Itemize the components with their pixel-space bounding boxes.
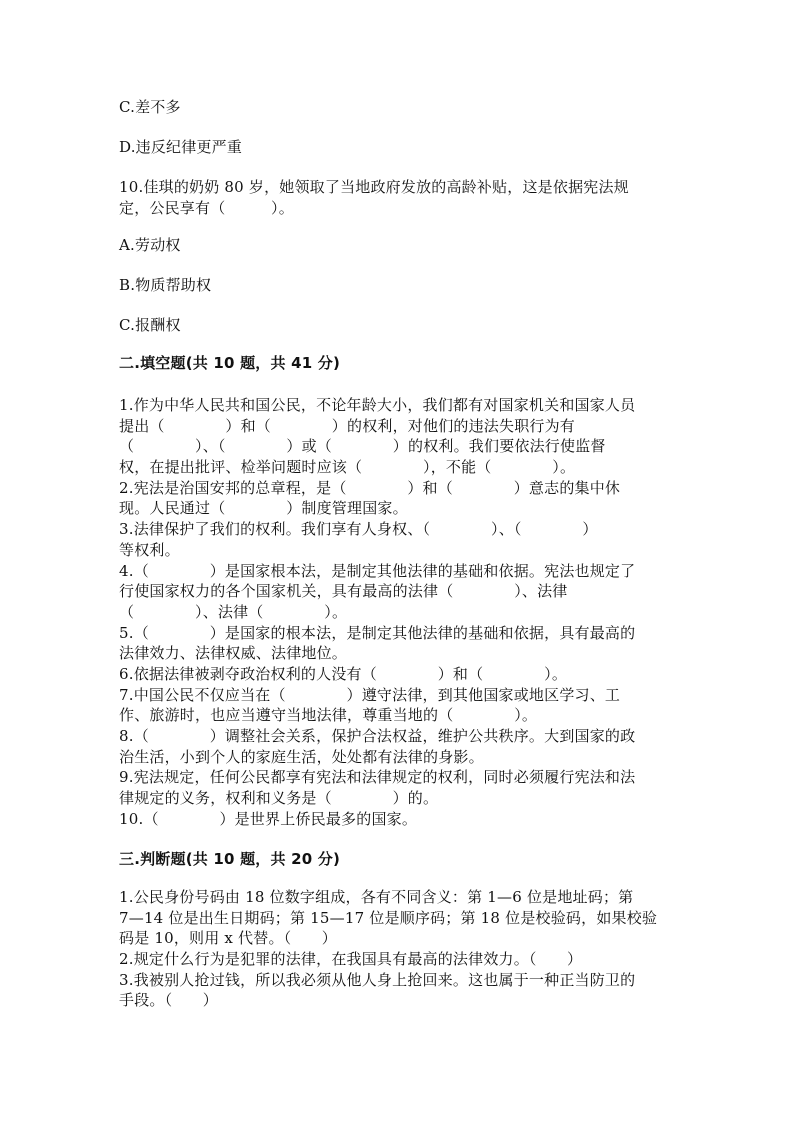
section-heading-true-false: 三.判断题(共 10 题，共 20 分) [119,850,341,868]
fill-in-line: 法律效力、法律权威、法律地位。 [119,644,348,662]
fill-in-line: 1.作为中华人民共和国公民，不论年龄大小，我们都有对国家机关和国家人员 [119,396,636,414]
fill-in-line: 8.（ ）调整社会关系，保护合法权益，维护公共秩序。大到国家的政 [119,727,636,745]
true-false-line: 2.规定什么行为是犯罪的法律，在我国具有最高的法律效力。（ ） [119,950,583,968]
fill-in-line: 律规定的义务，权利和义务是（ ）的。 [119,789,439,807]
fill-in-line: 2.宪法是治国安邦的总章程，是（ ）和（ ）意志的集中休 [119,479,621,497]
fill-in-line: 5.（ ）是国家的根本法，是制定其他法律的基础和依据，具有最高的 [119,624,636,642]
fill-in-line: 4.（ ）是国家根本法，是制定其他法律的基础和依据。宪法也规定了 [119,562,636,580]
option-d-previous: D.违反纪律更严重 [119,138,243,156]
fill-in-line: 3.法律保护了我们的权利。我们享有人身权、（ ）、（ ） [119,520,598,538]
question-10-stem-line-2: 定，公民享有（ ）。 [119,199,294,217]
fill-in-line: （ ）、（ ）或（ ）的权利。我们要依法行使监督 [119,437,606,455]
fill-in-line: 7.中国公民不仅应当在（ ）遵守法律，到其他国家或地区学习、工 [119,686,621,704]
fill-in-line: 作、旅游时，也应当遵守当地法律，尊重当地的（ ）。 [119,706,538,724]
true-false-line: 手段。（ ） [119,991,218,1009]
fill-in-line: 提出（ ）和（ ）的权利，对他们的违法失职行为有 [119,417,576,435]
true-false-line: 7—14 位是出生日期码；第 15—17 位是顺序码；第 18 位是校验码，如果校验 [119,909,658,927]
fill-in-line: 10.（ ）是世界上侨民最多的国家。 [119,810,418,828]
true-false-line: 码是 10，则用 x 代替。（ ） [119,929,337,947]
fill-in-line: 9.宪法规定，任何公民都享有宪法和法律规定的权利，同时必须履行宪法和法 [119,768,636,786]
question-10-option-a: A.劳动权 [119,236,181,254]
question-10-stem-line-1: 10.佳琪的奶奶 80 岁，她领取了当地政府发放的高龄补贴，这是依据宪法规 [119,178,629,196]
true-false-line: 1.公民身份号码由 18 位数字组成，各有不同含义：第 1—6 位是地址码；第 [119,888,634,906]
fill-in-line: （ ）、法律（ ）。 [119,603,348,621]
fill-in-line: 治生活，小到个人的家庭生活，处处都有法律的身影。 [119,748,484,766]
fill-in-line: 6.依据法律被剥夺政治权利的人没有（ ）和（ ）。 [119,665,568,683]
fill-in-line: 行使国家权力的各个国家机关，具有最高的法律（ ）、法律 [119,582,568,600]
question-10-option-b: B.物质帮助权 [119,276,212,294]
fill-in-line: 现。人民通过（ ）制度管理国家。 [119,499,408,517]
fill-in-line: 权，在提出批评、检举问题时应该（ ），不能（ ）。 [119,458,576,476]
true-false-line: 3.我被别人抢过钱，所以我必须从他人身上抢回来。这也属于一种正当防卫的 [119,971,636,989]
option-c-previous: C.差不多 [119,98,181,116]
fill-in-line: 等权利。 [119,541,180,559]
question-10-option-c: C.报酬权 [119,316,181,334]
section-heading-fill-in: 二.填空题(共 10 题，共 41 分) [119,354,341,372]
